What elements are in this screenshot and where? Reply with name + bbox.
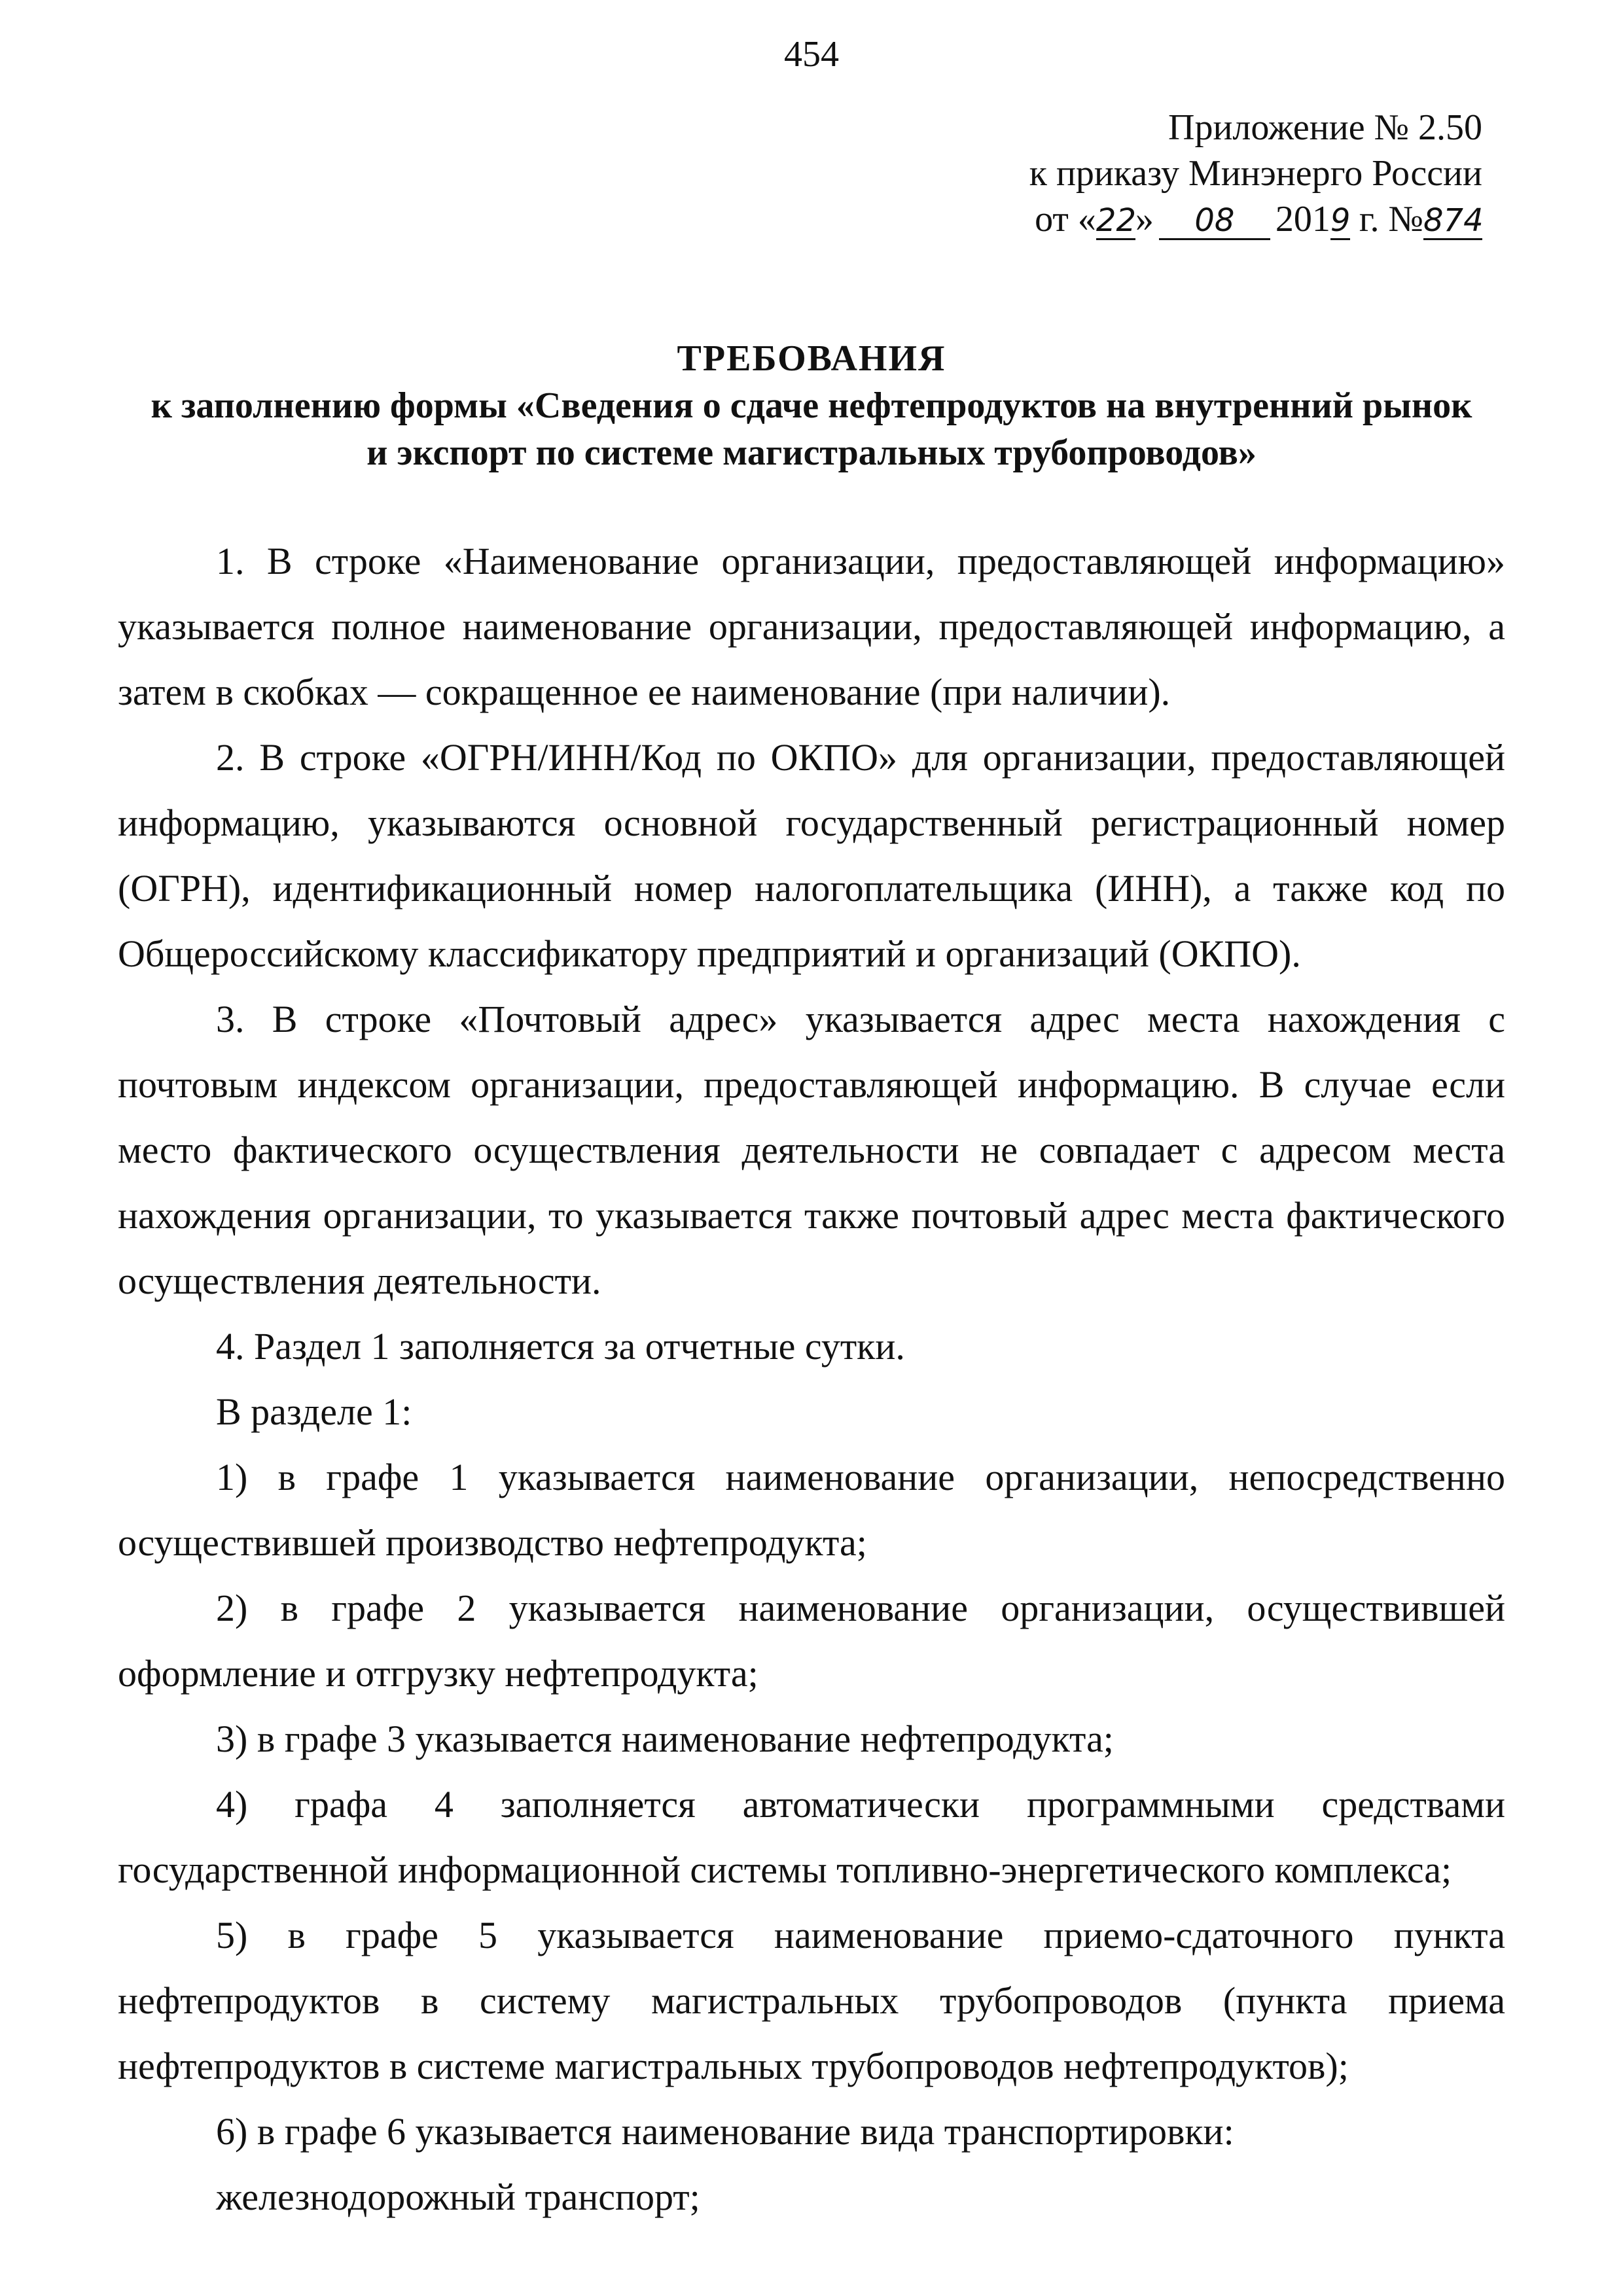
document-title (118, 335, 1505, 476)
year-suffix: г. № (1349, 199, 1423, 239)
appendix-title: Приложение № 2.50 (1168, 107, 1482, 148)
paragraph-2: 2. В строке «ОГРН/ИНН/Код по ОКПО» для организации, предоставляющей информацию, указываются основной государственный регистрационный номер (ОГРН), идентификационный номер налогоплательщика (ИНН), а также код по Общероссийскому классификатору предприятий и организаций (ОКПО). (118, 736, 1505, 975)
list-item-6: 6) в графе 6 указывается наименование вида транспортировки: (216, 2110, 1234, 2153)
handwritten-day: 22 (1096, 202, 1136, 239)
appendix-order-reference: к приказу Минэнерго России (1029, 153, 1482, 194)
document-body (118, 529, 1505, 2230)
transport-type-railway: железнодорожный транспорт; (216, 2176, 700, 2218)
title-line-3: и экспорт по системе магистральных трубопроводов» (366, 433, 1257, 473)
paragraph-1: 1. В строке «Наименование организации, предоставляющей информацию» указывается полное наименование организации, предоставляющей информацию, а затем в скобках — сокращенное ее наименование (при наличии). (118, 540, 1505, 713)
appendix-header (985, 105, 1482, 242)
list-item-5: 5) в графе 5 указывается наименование приемо-сдаточного пункта нефтепродуктов в систему магистральных трубопроводов (пункта приема нефтепродуктов в системе магистральных трубопроводов нефтепродуктов); (118, 1914, 1505, 2087)
title-main: ТРЕБОВАНИЯ (677, 338, 946, 379)
section-1-intro: В разделе 1: (216, 1390, 412, 1433)
list-item-1: 1) в графе 1 указывается наименование организации, непосредственно осуществившей производство нефтепродукта; (118, 1456, 1505, 1564)
appendix-order-date (985, 196, 1482, 242)
paragraph-3: 3. В строке «Почтовый адрес» указывается адрес места нахождения с почтовым индексом организации, предоставляющей информацию. В случае если место фактического осуществления деятельности не совпадает с адресом места нахождения организации, то указывается также почтовый адрес места фактического осуществления деятельности. (118, 998, 1505, 1302)
handwritten-month: 08 (1159, 203, 1270, 240)
list-item-2: 2) в графе 2 указывается наименование организации, осуществившей оформление и отгрузку нефтепродукта; (118, 1587, 1505, 1695)
date-mid: » (1135, 199, 1154, 239)
paragraph-4: 4. Раздел 1 заполняется за отчетные сутки. (216, 1325, 905, 1368)
list-item-4: 4) графа 4 заполняется автоматически программными средствами государственной информационной системы топливно-энергетического комплекса; (118, 1783, 1505, 1891)
handwritten-year-digit: 9 (1330, 202, 1351, 239)
handwritten-order-number: 874 (1423, 202, 1484, 239)
date-prefix: от « (1035, 199, 1096, 239)
year-prefix: 201 (1275, 199, 1330, 239)
list-item-3: 3) в графе 3 указывается наименование нефтепродукта; (216, 1718, 1114, 1760)
title-line-2: к заполнению формы «Сведения о сдаче нефтепродуктов на внутренний рынок (151, 385, 1472, 426)
page-number: 454 (784, 34, 839, 75)
